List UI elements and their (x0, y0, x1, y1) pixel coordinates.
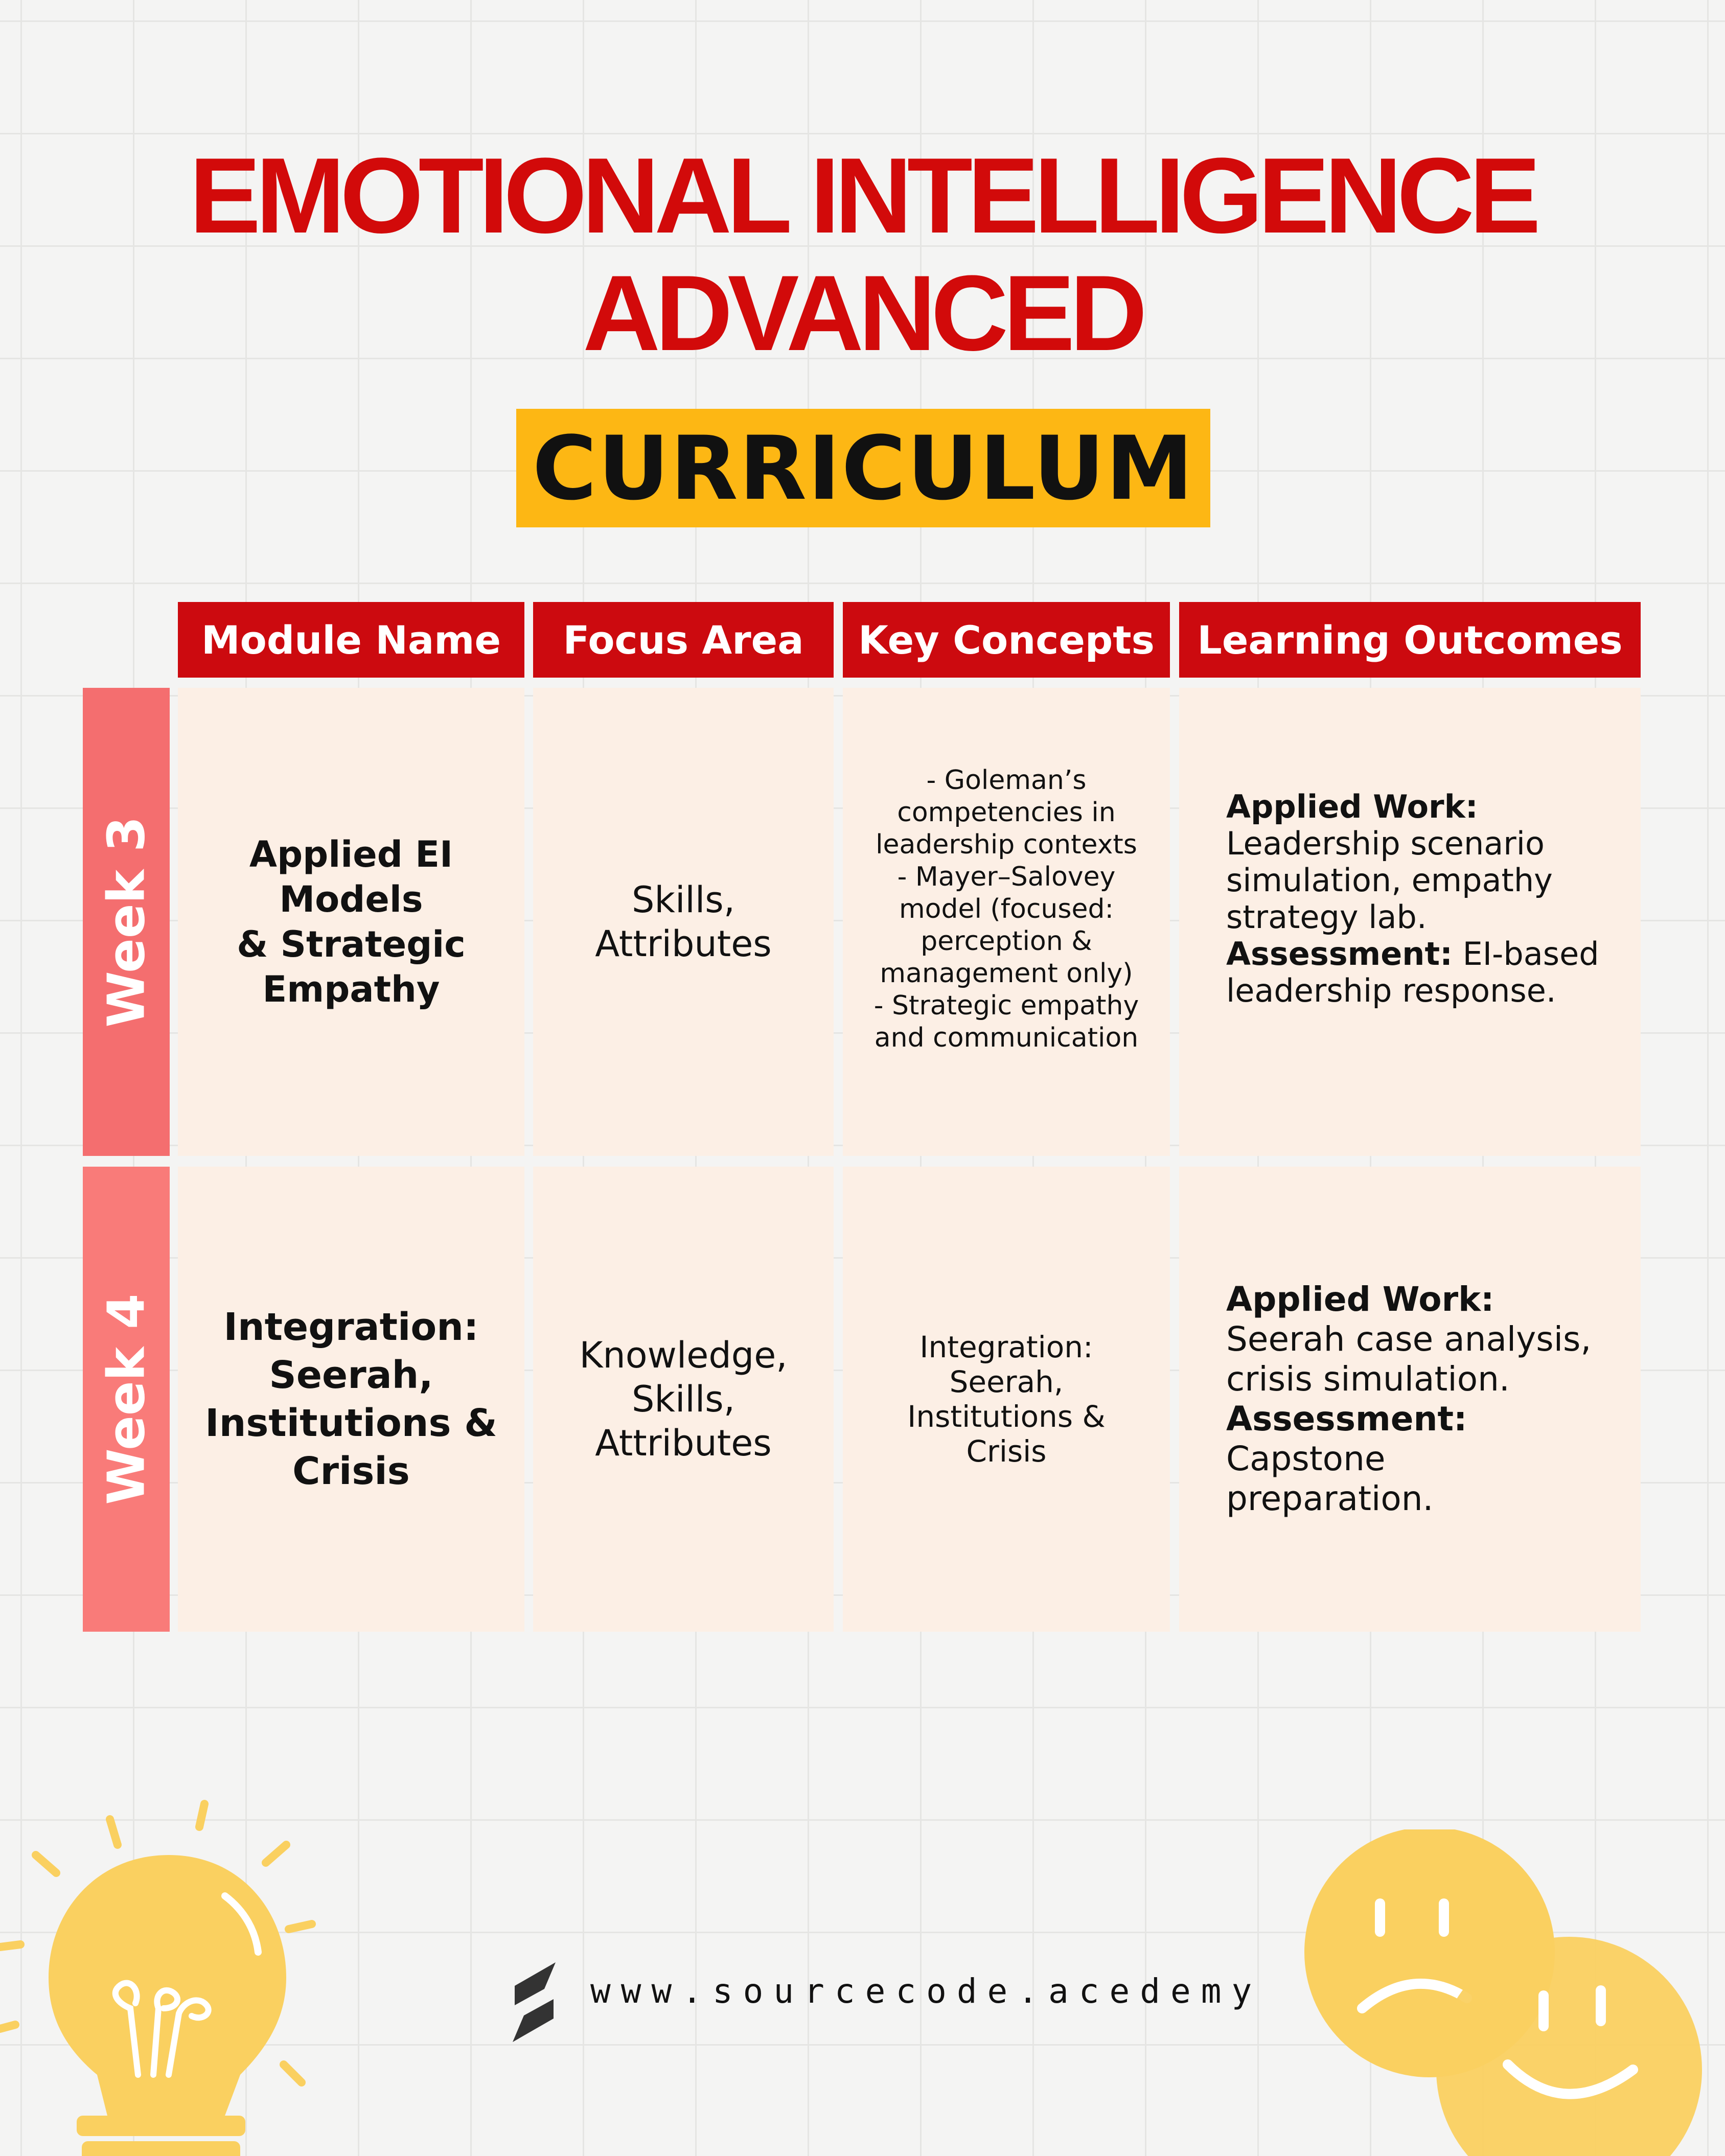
subtitle-banner (516, 409, 1210, 527)
week-3-label: Week 3 (96, 816, 156, 1028)
key-concept-line: management only) (880, 958, 1133, 989)
assessment-line (1226, 936, 1599, 972)
module-line: Crisis (292, 1449, 410, 1493)
applied-work-line: strategy lab. (1226, 898, 1427, 936)
week-4-outcomes-cell (1179, 1167, 1641, 1632)
week-4-module-cell (178, 1167, 524, 1632)
lightbulb-icon (0, 1789, 358, 2156)
module-line: Institutions & (205, 1401, 497, 1445)
header-learning-outcomes: Learning Outcomes (1179, 602, 1641, 678)
header-module-name: Module Name (178, 602, 524, 678)
header-key-concepts: Key Concepts (843, 602, 1170, 678)
key-concept-line: - Mayer–Salovey (897, 861, 1116, 892)
applied-work-label: Applied Work: (1226, 1280, 1494, 1319)
week-4-bar (83, 1167, 170, 1632)
page-title-line-2: ADVANCED (583, 253, 1142, 373)
week-3-bar (83, 688, 170, 1156)
key-concept-line: and communication (874, 1022, 1139, 1053)
week-3-focus-cell (533, 688, 834, 1156)
module-line: Empathy (262, 968, 440, 1010)
header-focus-area: Focus Area (533, 602, 834, 678)
assessment-label: Assessment: (1226, 935, 1453, 972)
module-line: Applied EI Models (249, 833, 453, 920)
key-concept-line: Seerah, (949, 1364, 1064, 1399)
key-concept-line: Integration: (919, 1330, 1093, 1364)
s-logo-icon (509, 1961, 560, 2043)
focus-line: Knowledge, (579, 1334, 788, 1376)
assessment-text: Capstone (1226, 1439, 1386, 1478)
focus-line: Skills, (631, 1378, 735, 1420)
module-line: Seerah, (269, 1353, 433, 1397)
assessment-line: preparation. (1226, 1479, 1434, 1518)
applied-work-line: simulation, empathy (1226, 862, 1553, 899)
focus-line: Attributes (595, 923, 772, 965)
week-4-focus-cell (533, 1167, 834, 1632)
page-title-line-1: EMOTIONAL INTELLIGENCE (189, 135, 1536, 256)
assessment-line (1226, 1399, 1620, 1479)
emoji-faces-decoration (1278, 1829, 1725, 2156)
week-3-outcomes-cell (1179, 688, 1641, 1156)
applied-work-line: crisis simulation. (1226, 1359, 1510, 1399)
week-3-key-concepts-cell (843, 688, 1170, 1156)
key-concept-line: Crisis (966, 1434, 1047, 1469)
module-line: & Strategic (237, 923, 466, 965)
assessment-label: Assessment: (1226, 1399, 1467, 1439)
key-concept-line: - Strategic empathy (873, 990, 1139, 1021)
key-concept-line: - Goleman’s (926, 764, 1087, 796)
subtitle-text: CURRICULUM (532, 416, 1194, 520)
applied-work-line: Seerah case analysis, (1226, 1319, 1592, 1359)
key-concept-line: model (focused: (899, 893, 1114, 924)
key-concept-line: leadership contexts (876, 829, 1137, 860)
key-concept-line: Institutions & (907, 1399, 1106, 1434)
focus-line: Skills, (631, 879, 735, 921)
key-concept-line: perception & (921, 925, 1092, 957)
assessment-line: leadership response. (1226, 972, 1556, 1009)
key-concept-line: competencies in (897, 797, 1116, 828)
module-line: Integration: (223, 1305, 479, 1349)
footer-url[interactable]: www.sourcecode.acedemy (590, 1972, 1262, 2011)
week-3-module-cell (178, 688, 524, 1156)
week-4-label: Week 4 (96, 1293, 156, 1505)
focus-line: Attributes (595, 1422, 772, 1464)
week-4-key-concepts-cell (843, 1167, 1170, 1632)
applied-work-label: Applied Work: (1226, 788, 1478, 825)
applied-work-line: Leadership scenario (1226, 825, 1545, 862)
assessment-text: EI-based (1452, 935, 1599, 972)
